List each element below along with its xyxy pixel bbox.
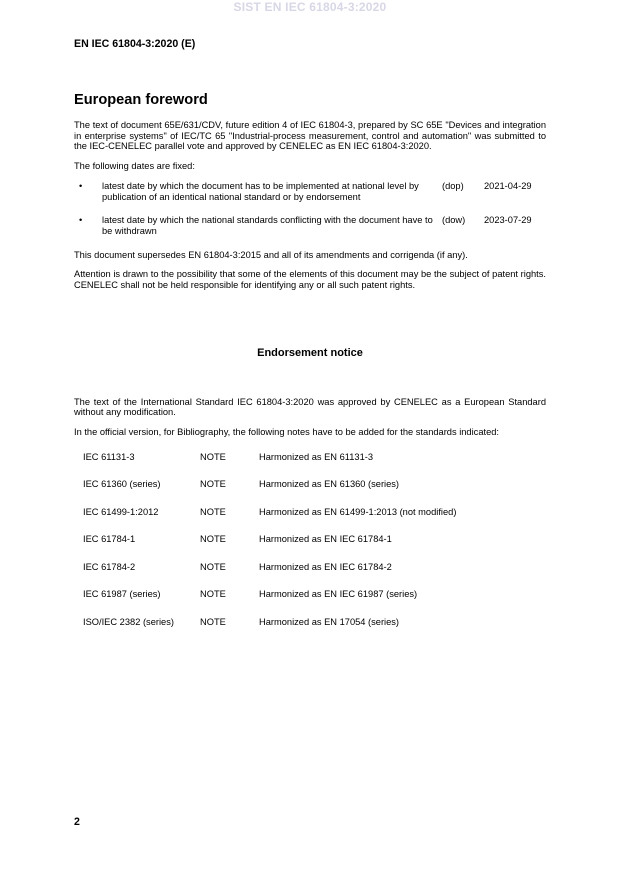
note-text: Harmonized as EN IEC 61987 (series) xyxy=(259,589,418,600)
note-row xyxy=(83,452,546,480)
watermark: SIST EN IEC 61804-3:2020 xyxy=(233,0,387,14)
note-text: Harmonized as EN 61499-1:2013 (not modified) xyxy=(259,506,457,517)
note-standard: IEC 61784-1 xyxy=(83,534,136,545)
note-label: NOTE xyxy=(200,589,226,600)
date-value: 2023-07-29 xyxy=(484,215,532,226)
note-row xyxy=(83,562,546,590)
dates-list xyxy=(74,181,546,237)
note-text: Harmonized as EN IEC 61784-1 xyxy=(259,534,392,545)
note-standard: IEC 61499-1:2012 xyxy=(83,506,159,517)
endorsement-paragraph-2: In the official version, for Bibliography, the following notes have to be added for the standards indicated: xyxy=(74,427,499,438)
page-number: 2 xyxy=(74,816,80,828)
note-text: Harmonized as EN 17054 (series) xyxy=(259,616,400,627)
note-text: Harmonized as EN 61131-3 xyxy=(259,451,374,462)
note-label: NOTE xyxy=(200,451,226,462)
document-header: EN IEC 61804-3:2020 (E) xyxy=(74,38,196,50)
note-label: NOTE xyxy=(200,506,226,517)
page-content xyxy=(74,92,546,644)
note-row xyxy=(83,507,546,535)
foreword-paragraph-1: The text of document 65E/631/CDV, future edition 4 of IEC 61804-3, prepared by SC 65E "Devices and integration in enterprise systems" of IEC/TC 65 "Industrial-process measurement, control and automation" was submitted to the IEC-CENELEC parallel vote and approved by CENELEC as EN IEC 61804-3:2020. xyxy=(74,120,546,152)
bullet-icon: • xyxy=(79,180,83,191)
date-value: 2021-04-29 xyxy=(484,180,532,191)
note-row xyxy=(83,479,546,507)
note-row xyxy=(83,617,546,645)
note-standard: IEC 61360 (series) xyxy=(83,479,161,490)
foreword-paragraph-2: The following dates are fixed: xyxy=(74,161,195,172)
note-label: NOTE xyxy=(200,616,226,627)
date-abbreviation: (dow) xyxy=(442,215,466,226)
endorsement-paragraph-1: The text of the International Standard IEC 61804-3:2020 was approved by CENELEC as a European Standard without any modification. xyxy=(74,396,546,418)
note-standard: IEC 61987 (series) xyxy=(83,589,161,600)
foreword-paragraph-3: This document supersedes EN 61804-3:2015 and all of its amendments and corrigenda (if any). xyxy=(74,249,468,260)
date-description: latest date by which the national standards conflicting with the document have to be withdrawn xyxy=(102,215,433,236)
note-text: Harmonized as EN IEC 61784-2 xyxy=(259,561,392,572)
note-text: Harmonized as EN 61360 (series) xyxy=(259,479,400,490)
note-standard: IEC 61131-3 xyxy=(83,451,135,462)
date-description: latest date by which the document has to be implemented at national level by publication of an identical national standard or by endorsement xyxy=(102,180,419,202)
bibliography-notes xyxy=(83,452,546,645)
date-abbreviation: (dop) xyxy=(442,180,464,191)
note-label: NOTE xyxy=(200,534,226,545)
note-row xyxy=(83,534,546,562)
dates-list-item xyxy=(74,181,546,202)
note-standard: ISO/IEC 2382 (series) xyxy=(83,616,174,627)
note-label: NOTE xyxy=(200,479,226,490)
note-label: NOTE xyxy=(200,561,226,572)
dates-list-item xyxy=(74,215,546,236)
endorsement-heading: Endorsement notice xyxy=(257,346,363,359)
foreword-paragraph-4: Attention is drawn to the possibility that some of the elements of this document may be the subject of patent rights. CENELEC shall not be held responsible for identifying any or all such patent rights. xyxy=(74,269,546,291)
note-standard: IEC 61784-2 xyxy=(83,561,136,572)
bullet-icon: • xyxy=(79,215,83,226)
note-row xyxy=(83,589,546,617)
foreword-heading: European foreword xyxy=(74,92,208,108)
